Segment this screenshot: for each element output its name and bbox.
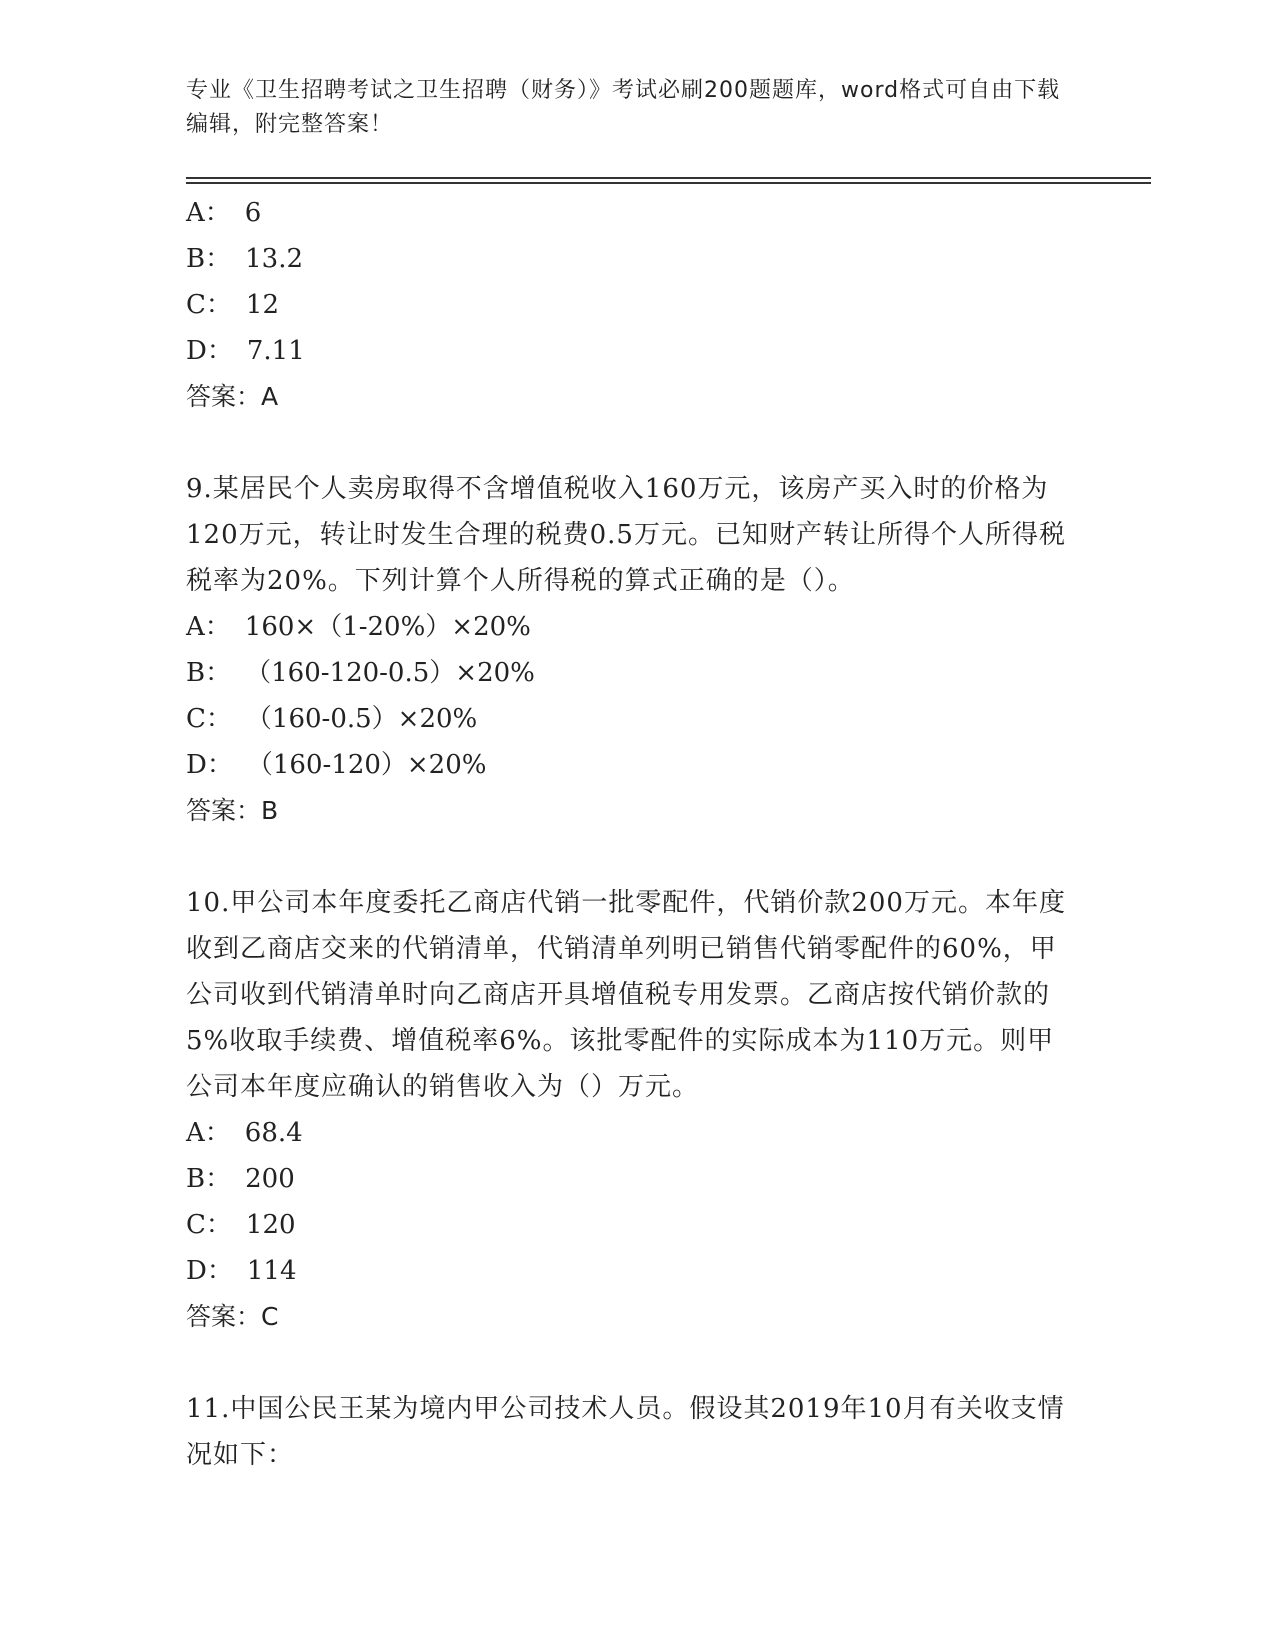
option-a — [186, 604, 1076, 650]
option-value: （160-0.5）×20% — [245, 704, 478, 734]
option-letter: C： — [186, 704, 232, 734]
option-value: （160-120）×20% — [246, 750, 487, 780]
answer: 答案：B — [186, 796, 279, 825]
question-stem: 11.中国公民王某为境内甲公司技术人员。假设其2019年10月有关收支情况如下： — [186, 1394, 1065, 1470]
option-letter: B： — [186, 244, 232, 274]
option-a — [186, 190, 1076, 236]
question-10 — [186, 880, 1076, 1340]
option-letter: B： — [186, 658, 232, 688]
option-c — [186, 696, 1076, 742]
option-letter: A： — [186, 198, 231, 228]
option-b — [186, 236, 1076, 282]
spacer — [186, 420, 1076, 466]
option-d — [186, 328, 1076, 374]
option-value: 120 — [245, 1210, 296, 1240]
option-letter: D： — [186, 1256, 233, 1286]
document-header: 专业《卫生招聘考试之卫生招聘（财务）》考试必刷200题题库，word格式可自由下载编辑，附完整答案！ — [186, 78, 1061, 137]
option-d — [186, 1248, 1076, 1294]
option-value: 13.2 — [245, 244, 303, 274]
question-stem: 9.某居民个人卖房取得不含增值税收入160万元，该房产买入时的价格为120万元，转让时发生合理的税费0.5万元。已知财产转让所得个人所得税税率为20%。下列计算个人所得税的算式正确的是（）。 — [186, 474, 1066, 596]
option-value: 12 — [245, 290, 279, 320]
option-letter: D： — [186, 750, 233, 780]
option-a — [186, 1110, 1076, 1156]
option-b — [186, 1156, 1076, 1202]
option-value: 7.11 — [246, 336, 305, 366]
header-rule-top — [186, 177, 1151, 179]
option-value: 114 — [246, 1256, 297, 1286]
question-content — [186, 190, 1076, 1478]
option-d — [186, 742, 1076, 788]
option-value: （160-120-0.5）×20% — [245, 658, 535, 688]
option-b — [186, 650, 1076, 696]
option-value: 160×（1-20%）×20% — [244, 612, 531, 642]
question-8 — [186, 190, 1076, 420]
option-letter: C： — [186, 1210, 232, 1240]
option-letter: A： — [186, 1118, 231, 1148]
answer: 答案：A — [186, 382, 279, 411]
answer: 答案：C — [186, 1302, 279, 1331]
header-rule-bottom — [186, 182, 1151, 184]
question-11 — [186, 1386, 1076, 1478]
option-c — [186, 1202, 1076, 1248]
spacer — [186, 834, 1076, 880]
option-letter: C： — [186, 290, 232, 320]
question-stem: 10.甲公司本年度委托乙商店代销一批零配件，代销价款200万元。本年度收到乙商店交来的代销清单，代销清单列明已销售代销零配件的60%，甲公司收到代销清单时向乙商店开具增值税专用发票。乙商店按代销价款的5%收取手续费、增值税率6%。该批零配件的实际成本为110万元。则甲公司本年度应确认的销售收入为（）万元。 — [186, 888, 1066, 1102]
option-value: 6 — [244, 198, 262, 228]
option-value: 68.4 — [244, 1118, 303, 1148]
question-9 — [186, 466, 1076, 834]
option-letter: A： — [186, 612, 231, 642]
option-c — [186, 282, 1076, 328]
option-value: 200 — [245, 1164, 295, 1194]
option-letter: D： — [186, 336, 233, 366]
option-letter: B： — [186, 1164, 232, 1194]
spacer — [186, 1340, 1076, 1386]
